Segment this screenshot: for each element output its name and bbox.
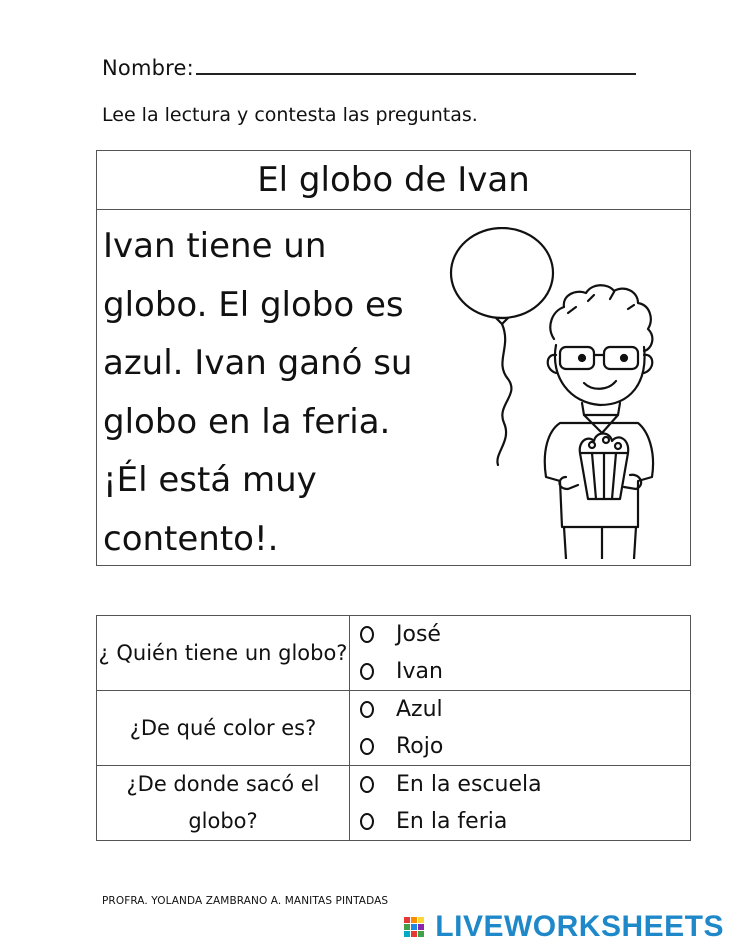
story-line: ¡Él está muy — [103, 460, 317, 500]
question-row — [97, 691, 691, 766]
liveworksheets-brand[interactable] — [403, 910, 724, 944]
radio-circle-icon[interactable] — [360, 813, 374, 830]
option-label: Ivan — [396, 659, 443, 684]
question-cell: ¿De donde sacó el globo? — [97, 766, 350, 841]
answer-option[interactable] — [356, 653, 690, 690]
questions-table — [96, 615, 691, 841]
radio-circle-icon[interactable] — [360, 776, 374, 793]
question-row — [97, 766, 691, 841]
story-title: El globo de Ivan — [97, 151, 690, 210]
boy-with-balloon-illustration — [442, 227, 687, 559]
option-label: José — [396, 622, 441, 647]
option-label: Azul — [396, 697, 443, 722]
story-box — [96, 150, 691, 566]
options-cell — [350, 766, 691, 841]
story-line: globo. El globo es — [103, 284, 404, 325]
story-text — [103, 217, 448, 568]
question-cell: ¿De qué color es? — [97, 691, 350, 766]
answer-option[interactable] — [356, 728, 690, 765]
question-cell: ¿ Quién tiene un globo? — [97, 616, 350, 691]
name-label: Nombre: — [102, 56, 194, 80]
option-label: Rojo — [396, 734, 444, 759]
question-row — [97, 616, 691, 691]
answer-option[interactable] — [356, 616, 690, 653]
answer-option[interactable] — [356, 803, 690, 840]
answer-option[interactable] — [356, 766, 690, 803]
story-line: contento!. — [103, 518, 279, 559]
story-line: globo en la feria. — [103, 401, 391, 442]
option-label: En la escuela — [396, 772, 542, 797]
options-cell — [350, 616, 691, 691]
liveworksheets-logo-icon — [403, 913, 431, 941]
story-line: Ivan tiene un — [103, 226, 327, 266]
story-line: azul. Ivan ganó su — [103, 343, 413, 383]
radio-circle-icon[interactable] — [360, 738, 374, 755]
radio-circle-icon[interactable] — [360, 626, 374, 643]
name-field[interactable] — [102, 56, 636, 80]
instructions: Lee la lectura y contesta las preguntas. — [102, 104, 478, 126]
options-cell — [350, 691, 691, 766]
brand-name: LIVEWORKSHEETS — [435, 910, 724, 943]
author-credit: PROFRA. YOLANDA ZAMBRANO A. MANITAS PINTADAS — [102, 895, 389, 907]
radio-circle-icon[interactable] — [360, 663, 374, 680]
option-label: En la feria — [396, 809, 508, 834]
answer-option[interactable] — [356, 691, 690, 728]
name-blank-line[interactable] — [196, 71, 636, 75]
radio-circle-icon[interactable] — [360, 701, 374, 718]
